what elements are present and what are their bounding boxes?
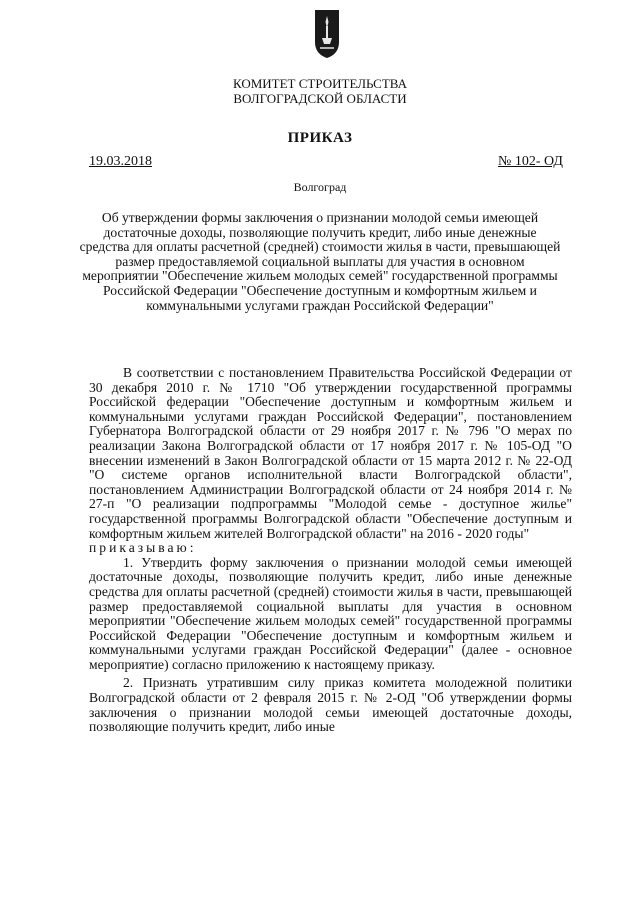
organization-name bbox=[0, 76, 640, 106]
document-subject: Об утверждении формы заключения о признании молодой семьи имеющей достаточные доходы, позволяющие получить кредит, либо иные денежные средства для оплаты расчетной (средней) стоимости жилья в части, превышающей размер предоставляемой социальной выплаты для участия в основном мероприятии "Обеспечение жильем молодых семей" государственной программы Российской Федерации "Обеспечение доступным и комфортным жильем и коммунальными услугами граждан Российской Федерации" bbox=[79, 210, 561, 313]
order-item-1: 1. Утвердить форму заключения о признании молодой семьи имеющей достаточные доходы, позволяющие получить кредит, либо иные денежные средства для оплаты расчетной (средней) стоимости жилья в части, превышающей размер предоставляемой социальной выплаты для участия в основном мероприятии "Обеспечение жильем молодых семей" государственной программы Российской Федерации "Обеспечение доступным и комфортным жильем и коммунальными услугами граждан Российской Федерации" (далее - основное мероприятие) согласно приложению к настоящему приказу. bbox=[89, 554, 572, 672]
preamble-paragraph: В соответствии с постановлением Правительства Российской Федерации от 30 декабря 2010 г. № 1710 "Об утверждении государственной программы Российской федерации "Обеспечение доступным и комфортным жильем и коммунальными услугами граждан Российской Федерации", постановлением Губернатора Волгоградской области от 29 ноября 2017 г. № 796 "О мерах по реализации Закона Волгоградской области от 17 ноября 2017 г. № 105-ОД "О внесении изменений в Закон Волгоградской области от 15 марта 2012 г. № 22-ОД "О системе органов исполнительной власти Волгоградской области", постановлением Администрации Волгоградской области от 24 ноября 2014 г. № 27-п "О реализации подпрограммы "Молодой семье - доступное жилье" государственной программы Волгоградской области "Обеспечение доступным и комфортным жильем жителей Волгоградской области" на 2016 - 2020 годы" bbox=[89, 365, 572, 541]
coat-of-arms-icon bbox=[313, 8, 341, 60]
document-number: № 102- ОД bbox=[498, 154, 563, 169]
document-type: ПРИКАЗ bbox=[287, 130, 353, 146]
order-word: приказываю: bbox=[89, 540, 197, 556]
document-city: Волгоград bbox=[293, 180, 347, 194]
org-line-2: ВОЛГОГРАДСКОЙ ОБЛАСТИ bbox=[233, 91, 407, 106]
document-date: 19.03.2018 bbox=[89, 154, 152, 169]
document-body bbox=[89, 366, 572, 735]
org-line-1: КОМИТЕТ СТРОИТЕЛЬСТВА bbox=[232, 76, 408, 91]
order-item-2: 2. Признать утратившим силу приказ комитета молодежной политики Волгоградской области от 2 февраля 2015 г. № 2-ОД "Об утверждении формы заключения о признании молодой семьи имеющей достаточные доходы, позволяющие получить кредит, либо иные bbox=[89, 675, 572, 735]
